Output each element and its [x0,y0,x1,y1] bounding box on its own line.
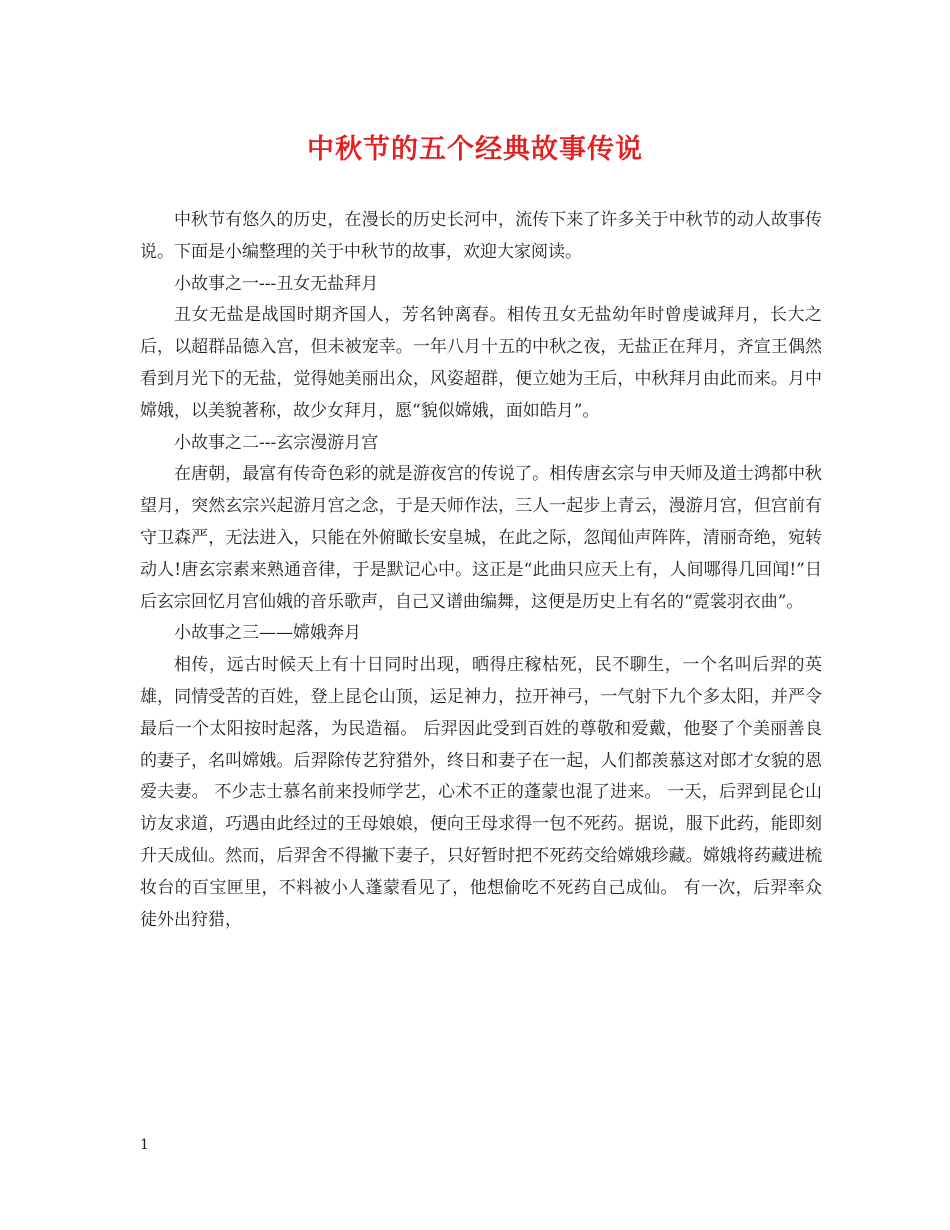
body-paragraph: 相传，远古时候天上有十日同时出现，晒得庄稼枯死，民不聊生，一个名叫后羿的英雄，同情受苦的百姓，登上昆仑山顶，运足神力，拉开神弓，一气射下九个多太阳，并严令最后一个太阳按时起落，为民造福。 后羿因此受到百姓的尊敬和爱戴，他娶了个美丽善良的妻子，名叫嫦娥。后羿除传艺狩猎外，终日和妻子在一起，人们都羡慕这对郎才女貌的恩爱夫妻。 不少志士慕名前来投师学艺，心术不正的蓬蒙也混了进来。 一天，后羿到昆仑山访友求道，巧遇由此经过的王母娘娘，便向王母求得一包不死药。据说，服下此药，能即刻升天成仙。然而，后羿舍不得撇下妻子，只好暂时把不死药交给嫦娥珍藏。嫦娥将药藏进梳妆台的百宝匣里，不料被小人蓬蒙看见了，他想偷吃不死药自己成仙。 有一次，后羿率众徒外出狩猎， [140,655,822,930]
document-body [140,205,822,936]
page-title: 中秋节的五个经典故事传说 [307,134,643,165]
intro-paragraph: 中秋节有悠久的历史，在漫长的历史长河中，流传下来了许多关于中秋节的动人故事传说。下面是小编整理的关于中秋节的故事，欢迎大家阅读。 [140,210,822,262]
body-paragraph: 丑女无盐是战国时期齐国人，芳名钟离春。相传丑女无盐幼年时曾虔诚拜月，长大之后，以超群品德入宫，但未被宠幸。一年八月十五的中秋之夜，无盐正在拜月，齐宣王偶然看到月光下的无盐，觉得她美丽出众，风姿超群，便立她为王后，中秋拜月由此而来。月中嫦娥，以美貌著称，故少女拜月，愿“貌似嫦娥，面如皓月”。 [140,305,822,421]
page-number: 1 [140,1137,149,1153]
body-paragraph: 在唐朝，最富有传奇色彩的就是游夜宫的传说了。相传唐玄宗与申天师及道士鸿都中秋望月，突然玄宗兴起游月宫之念，于是天师作法，三人一起步上青云，漫游月宫，但宫前有守卫森严，无法进入，只能在外俯瞰长安皇城，在此之际，忽闻仙声阵阵，清丽奇绝，宛转动人!唐玄宗素来熟通音律，于是默记心中。这正是“此曲只应天上有，人间哪得几回闻!”日后玄宗回忆月宫仙娥的音乐歌声，自己又谱曲编舞，这便是历史上有名的“霓裳羽衣曲”。 [140,464,822,612]
section-heading: 小故事之二---玄宗漫游月宫 [174,432,379,453]
section-heading: 小故事之三——嫦娥奔月 [174,623,361,644]
section-heading: 小故事之一---丑女无盐拜月 [174,273,379,294]
